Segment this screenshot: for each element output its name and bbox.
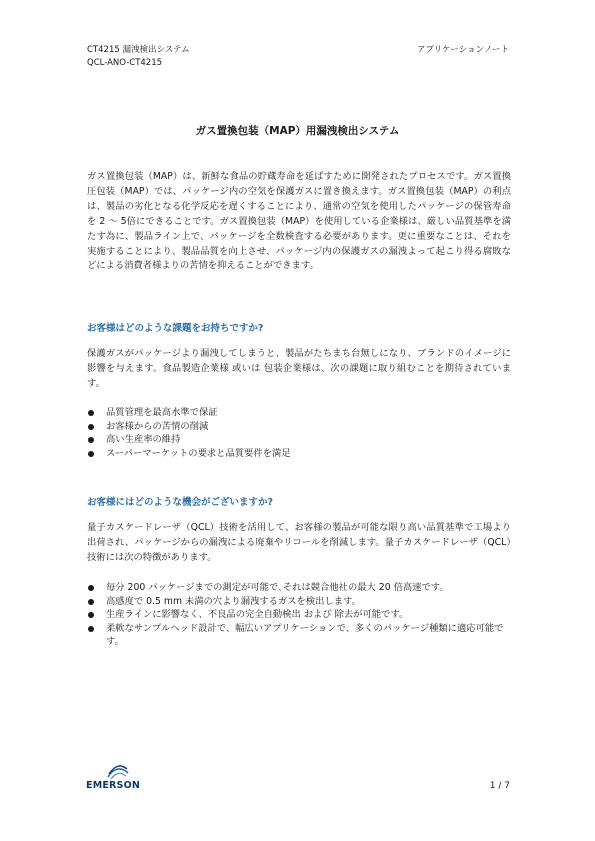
list-item: 高感度で 0.5 mm 未満の穴より漏洩するガスを検出します。 bbox=[87, 595, 517, 609]
list-item: 毎分 200 パッケージまでの測定が可能で､それは競合他社の最大 20 倍高速です。 bbox=[87, 581, 517, 595]
page-number: 1 / 7 bbox=[489, 781, 510, 791]
bullet-icon bbox=[88, 585, 94, 591]
bullet-icon bbox=[88, 626, 94, 632]
bullet-icon bbox=[88, 451, 94, 457]
bullet-icon bbox=[88, 437, 94, 443]
document-code: CT4215 漏洩検出システム bbox=[87, 45, 190, 55]
list-item: 柔軟なサンプルヘッド設計で、幅広いアプリケーションで、多くのパッケージ種類に適応可能です。 bbox=[87, 622, 517, 649]
bullet-icon bbox=[88, 599, 94, 605]
emerson-emblem-icon bbox=[106, 763, 130, 781]
list-item: 品質管理を最高水準で保証 bbox=[87, 406, 517, 420]
intro-paragraph: ガス置換包装（MAP）は、新鮮な食品の貯蔵寿命を延ばすために開発されたプロセスです。ガス置換圧包装（MAP）では、パッケージ内の空気を保護ガスに置き換えます。ガス置換包装（MAP）の利点は、製品の劣化となる化学反応を遅くすることにより、通常の空気を使用したパッケージの保管寿命を 2 ～ 5倍にできることです。ガス置換包装（MAP）を使用している企業様は、厳しい品質基準を満たす為に、製品ライン上で、パッケージを全数検査する必要があります。更に重要なことは、それを実施することにより、製品品質を向上させ、パッケージ内の保護ガスの漏洩よって起こり得る腐敗などによる消費者様よりの苦情を抑えることができます。 bbox=[87, 171, 511, 272]
challenges-paragraph: 保護ガスがパッケージより漏洩してしまうと、製品がたちまち台無しになり、ブランドのイメージに影響を与えます。食品製造企業様 或いは 包装企業様は、次の課題に取り組むことを期待されています。 bbox=[87, 348, 511, 389]
document-header-left bbox=[87, 44, 190, 70]
bullet-icon bbox=[88, 612, 94, 618]
list-item: スーパーマーケットの要求と品質要件を満足 bbox=[87, 447, 517, 461]
list-item: お客様からの苦情の削減 bbox=[87, 420, 517, 434]
document-id: QCL-ANO-CT4215 bbox=[87, 58, 163, 68]
list-item: 生産ラインに影響なく、不良品の完全自動検出 および 除去が可能です。 bbox=[87, 608, 517, 622]
bullet-icon bbox=[88, 410, 94, 416]
bullet-icon bbox=[88, 424, 94, 430]
section-heading-challenges: お客様はどのような課題をお持ちですか? bbox=[87, 323, 264, 334]
challenges-list bbox=[87, 406, 517, 460]
list-item: 高い生産率の維持 bbox=[87, 433, 517, 447]
emerson-logo bbox=[86, 763, 150, 793]
logo-wordmark: EMERSON bbox=[86, 780, 141, 791]
opportunities-list bbox=[87, 581, 517, 649]
document-type: アプリケーションノート bbox=[416, 45, 509, 55]
opportunities-paragraph: 量子カスケードレーザ（QCL）技術を活用して、お客様の製品が可能な限り高い品質基準で工場より出荷され、パッケージからの漏洩による廃棄やリコールを削減します。量子カスケードレーザ（QCL）技術には次の特徴があります。 bbox=[87, 522, 511, 563]
page-title: ガス置換包装（MAP）用漏洩検出システム bbox=[195, 125, 400, 137]
section-heading-opportunities: お客様にはどのような機会がございますか? bbox=[87, 497, 274, 508]
